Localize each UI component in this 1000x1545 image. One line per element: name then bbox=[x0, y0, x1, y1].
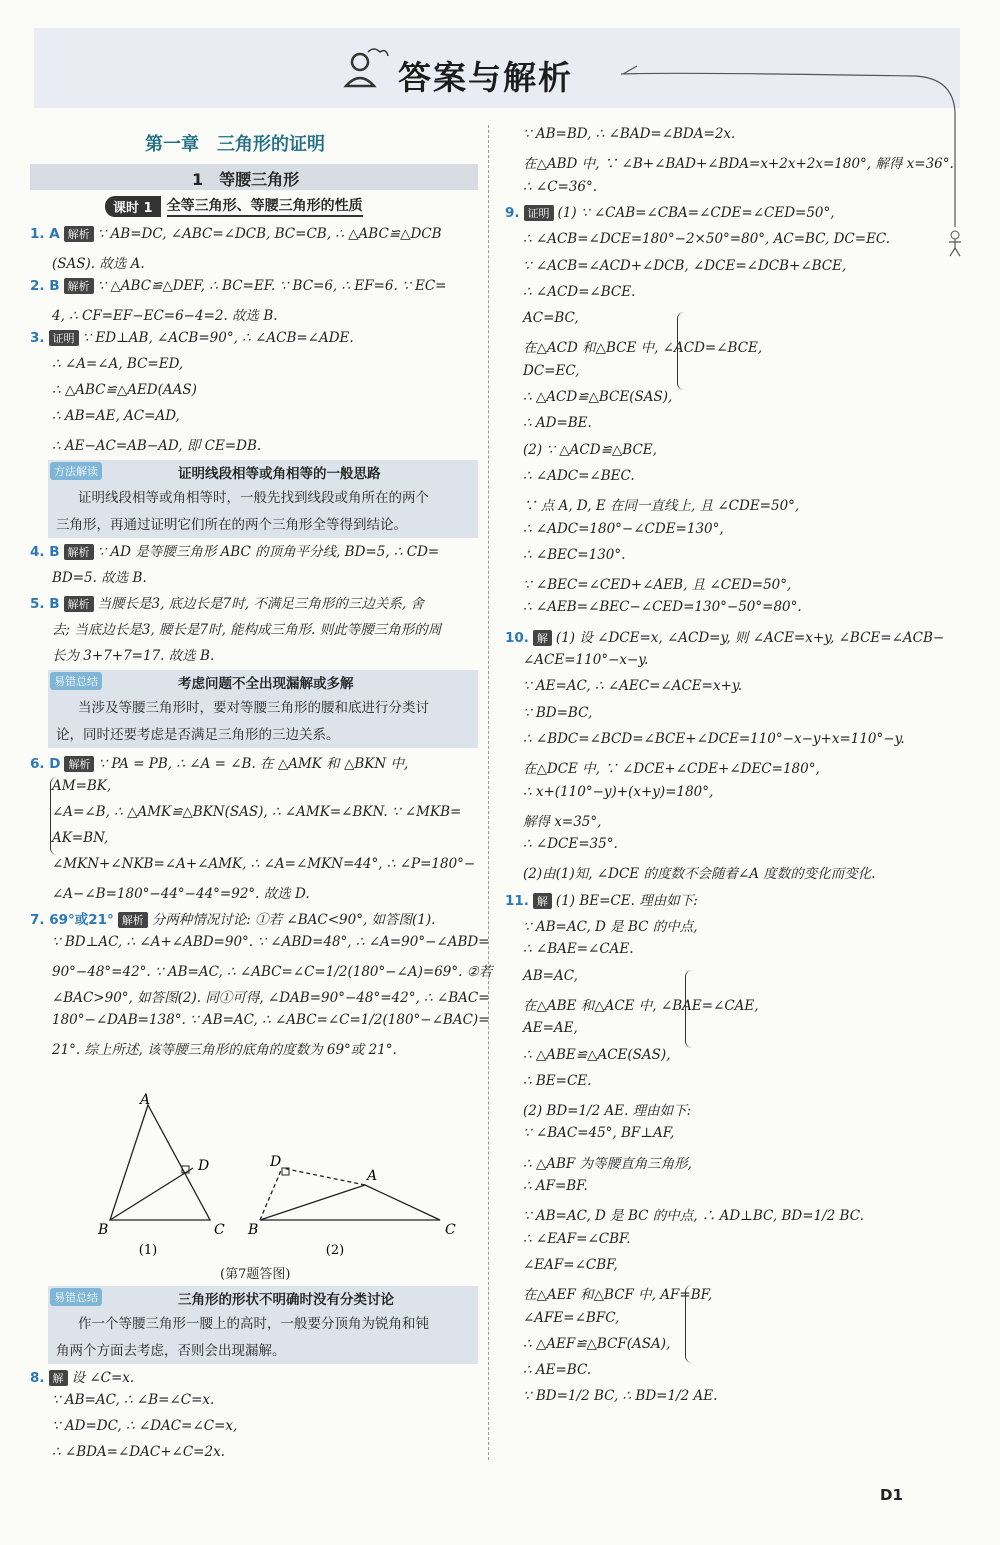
answer-text: ∠MKN+∠NKB=∠A+∠AMK, ∴ ∠A=∠MKN=44°, ∴ ∠P=180°− bbox=[52, 856, 476, 872]
page-title: 答案与解析 bbox=[398, 58, 573, 97]
answer-badge: 解析 bbox=[64, 278, 94, 294]
tip-label: 易错总结 bbox=[50, 672, 102, 690]
answer-text: ∴ ∠A=∠A, BC=ED, bbox=[52, 356, 184, 372]
answer-line bbox=[523, 941, 634, 957]
tip-label: 方法解读 bbox=[50, 462, 102, 480]
answer-line bbox=[523, 784, 713, 800]
answer-line bbox=[52, 960, 492, 980]
answer-text: (SAS). 故选 A. bbox=[52, 256, 145, 272]
answer-text: ∴ ∠EAF=∠CBF. bbox=[523, 1230, 631, 1247]
extension-ad bbox=[282, 1168, 365, 1185]
answer-text: ∴ △ACD≌△BCE(SAS), bbox=[523, 389, 673, 405]
answer-text: ∴ ∠ADC=180°−∠CDE=130°, bbox=[523, 520, 724, 537]
answer-text: 设 ∠C=x. bbox=[71, 1370, 135, 1386]
answer-text: (2)由(1)知, ∠DCE 的度数不会随着∠A 度数的变化而变化. bbox=[523, 866, 876, 883]
answer-line bbox=[523, 994, 759, 1014]
answer-line bbox=[505, 205, 835, 221]
answer-text: AE=AE, bbox=[523, 1020, 578, 1037]
figure-caption: (第7题答图) bbox=[220, 1267, 291, 1282]
tip-line: 当涉及等腰三角形时，要对等腰三角形的腰和底进行分类讨 bbox=[78, 700, 429, 716]
answer-text: BD=5. 故选 B. bbox=[52, 570, 147, 586]
answer-text: ∴ ∠C=36°. bbox=[523, 178, 598, 195]
answer-text: ∵ 点 A, D, E 在同一直线上, 且 ∠CDE=50°, bbox=[523, 498, 800, 515]
answer-text: (2) ∵ △ACD≌△BCE, bbox=[523, 441, 657, 458]
answer-line bbox=[523, 231, 890, 247]
answer-line bbox=[523, 336, 762, 356]
answer-line bbox=[523, 678, 742, 694]
answer-line bbox=[523, 284, 635, 300]
tip-line: 证明线段相等或角相等时，一般先找到线段或角所在的两个 bbox=[78, 490, 429, 506]
lesson-title: 全等三角形、等腰三角形的性质 bbox=[167, 195, 363, 217]
answer-text: 在△AEF 和△BCF 中, AF=BF, bbox=[523, 1287, 713, 1304]
answer-line bbox=[523, 599, 802, 615]
answer-line bbox=[523, 1020, 578, 1036]
answer-text: 在△ACD 和△BCE 中, ∠ACD=∠BCE, bbox=[523, 340, 763, 357]
answer-line bbox=[30, 752, 408, 772]
page-number: D1 bbox=[880, 1486, 903, 1504]
answer-line bbox=[523, 521, 724, 537]
answer-text: AB=AC, bbox=[523, 967, 578, 984]
answer-text: ∴ AD=BE. bbox=[523, 415, 592, 432]
answer-text: ∴ ∠ACD=∠BCE. bbox=[523, 283, 636, 300]
answer-text: DC=EC, bbox=[523, 362, 580, 379]
tip-line: 三角形，再通过证明它们所在的两个三角形全等得到结论。 bbox=[56, 517, 407, 533]
subfigure-label-1: (1) bbox=[138, 1243, 158, 1258]
answer-line bbox=[523, 1152, 692, 1172]
question-number: 4. B bbox=[30, 544, 60, 560]
answer-line bbox=[30, 540, 439, 560]
answer-line bbox=[52, 1418, 237, 1434]
answer-text: ∠AFE=∠BFC, bbox=[523, 1309, 620, 1326]
answer-line bbox=[523, 152, 954, 172]
answer-badge: 解析 bbox=[64, 226, 94, 242]
answer-line bbox=[52, 252, 145, 272]
answer-text: ∠BAC>90°, 如答图(2). 同①可得, ∠DAB=90°−48°=42°, ∴ ∠BAC= bbox=[52, 990, 490, 1006]
answer-text: ∵ AD 是等腰三角形 ABC 的顶角平分线, BD=5, ∴ CD= bbox=[97, 544, 440, 560]
answer-text: 90°−48°=42°. ∵ AB=AC, ∴ ∠ABC=∠C=1/2(180°−∠A)=69°. ②若 bbox=[52, 964, 493, 980]
answer-line bbox=[523, 1204, 864, 1224]
answer-text: ∴ ∠BDC=∠BCD=∠BCE+∠DCE=110°−x−y+x=110°−y. bbox=[523, 730, 905, 747]
answer-text: 长为 3+7+7=17. 故选 B. bbox=[52, 648, 215, 664]
answer-line bbox=[523, 652, 648, 668]
answer-text: ∵ ∠ACB=∠ACD+∠DCB, ∠DCE=∠DCB+∠BCE, bbox=[523, 257, 847, 274]
answer-line bbox=[523, 1099, 691, 1119]
answer-text: ∴ ∠BDA=∠DAC+∠C=2x. bbox=[52, 1444, 225, 1460]
answer-text: AM=BK, bbox=[52, 778, 112, 794]
tip-box bbox=[48, 670, 478, 748]
question-number: 8. bbox=[30, 1370, 45, 1386]
answer-text: ∴ ∠AEB=∠BEC−∠CED=130°−50°=80°. bbox=[523, 599, 802, 616]
answer-text: ∵ PA = PB, ∴ ∠A = ∠B. 在 △AMK 和 △BKN 中, bbox=[98, 756, 409, 772]
answer-line bbox=[523, 705, 592, 721]
answer-text: ∠ACE=110°−x−y. bbox=[523, 652, 649, 668]
answer-line bbox=[523, 442, 657, 458]
answer-line bbox=[30, 1366, 134, 1386]
tip-title: 考虑问题不全出现漏解或多解 bbox=[178, 676, 354, 692]
answer-line bbox=[30, 330, 354, 346]
answer-text: ∴ ∠ADC=∠BEC. bbox=[523, 467, 635, 484]
answer-text: 在△ABD 中, ∵ ∠B+∠BAD+∠BDA=x+2x+2x=180°, 解得 x=36°. bbox=[523, 156, 954, 173]
point-label: A bbox=[140, 1092, 151, 1108]
point-label: B bbox=[248, 1222, 259, 1238]
answer-line bbox=[505, 889, 698, 909]
answer-line bbox=[52, 1392, 214, 1408]
equation-brace bbox=[50, 777, 57, 855]
answer-text: 分两种情况讨论: ①若 ∠BAC<90°, 如答图(1). bbox=[151, 912, 436, 928]
answer-text: ∵ ED⊥AB, ∠ACB=90°, ∴ ∠ACB=∠ADE. bbox=[82, 330, 354, 346]
answer-badge: 解析 bbox=[64, 596, 94, 612]
tip-line: 论，同时还要考虑是否满足三角形的三边关系。 bbox=[56, 727, 340, 743]
answer-line bbox=[52, 1038, 397, 1058]
answer-badge: 解析 bbox=[64, 756, 94, 772]
answer-line bbox=[52, 986, 490, 1006]
answer-text: 去; 当底边长是3, 腰长是7时, 能构成三角形. 则此等腰三角形的周 bbox=[52, 622, 442, 638]
equation-brace bbox=[677, 312, 684, 390]
answer-line bbox=[523, 1125, 674, 1141]
answer-line bbox=[523, 862, 876, 882]
answer-text: ∠EAF=∠CBF, bbox=[523, 1256, 618, 1273]
answer-badge: 解 bbox=[49, 1370, 68, 1386]
answer-line bbox=[52, 382, 197, 398]
answer-text: ∴ ∠ACB=∠DCE=180°−2×50°=80°, AC=BC, DC=EC. bbox=[523, 231, 891, 248]
answer-badge: 解 bbox=[533, 893, 552, 909]
answer-line bbox=[523, 1388, 717, 1404]
answer-text: 4, ∴ CF=EF−EC=6−4=2. 故选 B. bbox=[52, 308, 278, 324]
answer-line bbox=[52, 304, 278, 324]
answer-line bbox=[52, 356, 183, 372]
answer-line bbox=[523, 547, 625, 563]
answer-text: ∴ AE−AC=AB−AD, 即 CE=DB. bbox=[52, 438, 262, 454]
subfigure-label-2: (2) bbox=[325, 1243, 345, 1258]
answer-line bbox=[523, 494, 799, 514]
answer-line bbox=[523, 1336, 670, 1352]
lesson-tag: 课时 1 bbox=[105, 196, 161, 217]
logo-icon bbox=[340, 44, 392, 94]
answer-line bbox=[523, 836, 618, 852]
triangle-1 bbox=[110, 1105, 210, 1220]
answer-text: 解得 x=35°, bbox=[523, 813, 602, 830]
question-number: 2. B bbox=[30, 278, 60, 294]
tip-box bbox=[48, 1286, 478, 1364]
answer-line bbox=[523, 468, 635, 484]
answer-line bbox=[523, 573, 791, 593]
question-number: 1. A bbox=[30, 226, 60, 242]
answer-line bbox=[52, 882, 310, 902]
answer-line bbox=[523, 1231, 631, 1247]
answer-text: ∵ AE=AC, ∴ ∠AEC=∠ACE=x+y. bbox=[523, 678, 743, 695]
question-number: 5. B bbox=[30, 596, 60, 612]
answer-badge: 证明 bbox=[524, 205, 554, 221]
answer-line bbox=[523, 1178, 588, 1194]
answer-line bbox=[523, 389, 672, 405]
answer-line bbox=[30, 226, 442, 242]
answer-line bbox=[52, 830, 108, 846]
answer-line bbox=[30, 278, 446, 294]
question-number: 9. bbox=[505, 204, 520, 221]
answer-line bbox=[30, 908, 435, 928]
answer-line bbox=[52, 804, 461, 820]
answer-text: ∵ BD=BC, bbox=[523, 704, 593, 721]
answer-text: ∴ ∠DCE=35°. bbox=[523, 836, 618, 853]
altitude-bd-1 bbox=[110, 1168, 193, 1220]
answer-line bbox=[523, 310, 579, 326]
section-title: 1 等腰三角形 bbox=[192, 170, 300, 189]
answer-text: AC=BC, bbox=[523, 310, 579, 327]
question-number: 7. 69°或21° bbox=[30, 912, 114, 928]
answer-text: ∵ BD=1/2 BC, ∴ BD=1/2 AE. bbox=[523, 1388, 718, 1405]
answer-text: ∴ AF=BF. bbox=[523, 1178, 588, 1194]
answer-line bbox=[523, 968, 578, 984]
answer-text: ∵ AB=DC, ∠ABC=∠DCB, BC=CB, ∴ △ABC≌△DCB bbox=[97, 226, 442, 242]
answer-text: ∵ AB=AC, ∴ ∠B=∠C=x. bbox=[52, 1392, 215, 1408]
answer-text: ∴ BE=CE. bbox=[523, 1072, 592, 1089]
answer-text: ∴ △ABF 为等腰直角三角形, bbox=[523, 1155, 692, 1172]
equation-brace bbox=[685, 1285, 692, 1363]
answer-line bbox=[523, 179, 597, 195]
answer-line bbox=[523, 258, 846, 274]
answer-text: ∠A−∠B=180°−44°−44°=92°. 故选 D. bbox=[52, 886, 310, 902]
answer-line bbox=[505, 626, 944, 646]
answer-text: (1) 设 ∠DCE=x, ∠ACD=y, 则 ∠ACE=x+y, ∠BCE=∠ACB− bbox=[555, 629, 945, 646]
triangle-figure bbox=[90, 1090, 456, 1260]
point-label: D bbox=[198, 1158, 210, 1174]
answer-badge: 解 bbox=[533, 630, 552, 646]
tip-title: 证明线段相等或角相等的一般思路 bbox=[178, 466, 381, 482]
question-number: 11. bbox=[505, 892, 529, 909]
answer-line bbox=[52, 856, 475, 872]
answer-text: ∴ △ABC≌△AED(AAS) bbox=[52, 382, 197, 398]
answer-text: ∴ AE=BC. bbox=[523, 1362, 592, 1379]
answer-line bbox=[52, 618, 441, 638]
answer-line bbox=[52, 566, 147, 586]
answer-line bbox=[523, 731, 905, 747]
answer-text: (1) ∵ ∠CAB=∠CBA=∠CDE=∠CED=50°, bbox=[557, 204, 835, 221]
answer-badge: 解析 bbox=[118, 912, 148, 928]
answer-text: ∴ x+(110°−y)+(x+y)=180°, bbox=[523, 783, 714, 800]
answer-text: ∵ AD=DC, ∴ ∠DAC=∠C=x, bbox=[52, 1418, 238, 1434]
answer-text: ∵ AB=AC, D 是 BC 的中点, bbox=[523, 919, 698, 935]
equation-brace bbox=[685, 970, 692, 1048]
answer-line bbox=[52, 408, 180, 424]
answer-line bbox=[52, 1012, 490, 1028]
tip-label: 易错总结 bbox=[50, 1288, 102, 1306]
point-label: A bbox=[367, 1168, 378, 1184]
answer-line bbox=[523, 1362, 591, 1378]
answer-text: ∵ ∠BAC=45°, BF⊥AF, bbox=[523, 1125, 675, 1142]
answer-text: (1) BE=CE. 理由如下: bbox=[555, 892, 698, 909]
answer-line bbox=[52, 1444, 225, 1460]
question-number: 10. bbox=[505, 629, 529, 646]
lesson-heading bbox=[105, 195, 363, 217]
tip-title: 三角形的形状不明确时没有分类讨论 bbox=[178, 1292, 394, 1308]
answer-badge: 证明 bbox=[49, 330, 79, 346]
answer-line bbox=[523, 810, 601, 830]
point-label: C bbox=[445, 1222, 456, 1238]
answer-text: 在△DCE 中, ∵ ∠DCE+∠CDE+∠DEC=180°, bbox=[523, 761, 820, 778]
answer-text: 180°−∠DAB=138°. ∵ AB=AC, ∴ ∠ABC=∠C=1/2(180°−∠BAC)= bbox=[52, 1012, 490, 1028]
answer-line bbox=[52, 934, 490, 950]
question-number: 6. D bbox=[30, 756, 61, 772]
answer-line bbox=[523, 915, 698, 935]
answer-text: 当腰长是3, 底边长是7时, 不满足三角形的三边关系, 舍 bbox=[97, 596, 424, 612]
answer-line bbox=[523, 363, 579, 379]
answer-text: ∴ △AEF≌△BCF(ASA), bbox=[523, 1335, 671, 1352]
answer-badge: 解析 bbox=[64, 544, 94, 560]
answer-line bbox=[523, 1310, 619, 1326]
answer-text: (2) BD=1/2 AE. 理由如下: bbox=[523, 1103, 692, 1120]
chapter-title: 第一章 三角形的证明 bbox=[145, 134, 325, 155]
answer-line bbox=[523, 1283, 712, 1303]
column-divider bbox=[488, 125, 489, 1460]
answer-line bbox=[523, 415, 592, 431]
answer-line bbox=[30, 592, 424, 612]
answer-line bbox=[523, 1073, 591, 1089]
answer-line bbox=[523, 126, 735, 142]
triangle-2 bbox=[260, 1185, 440, 1220]
point-label: C bbox=[214, 1222, 225, 1238]
answer-text: ∵ ∠BEC=∠CED+∠AEB, 且 ∠CED=50°, bbox=[523, 577, 792, 594]
answer-text: ∴ △ABE≌△ACE(SAS), bbox=[523, 1046, 671, 1063]
answer-text: ∵ BD⊥AC, ∴ ∠A+∠ABD=90°. ∵ ∠ABD=48°, ∴ ∠A=90°−∠ABD= bbox=[52, 934, 490, 950]
answer-line bbox=[52, 644, 214, 664]
tip-box bbox=[48, 460, 478, 538]
point-label: D bbox=[270, 1154, 282, 1170]
point-label: B bbox=[98, 1222, 109, 1238]
question-number: 3. bbox=[30, 330, 45, 346]
altitude-bd-2 bbox=[260, 1168, 282, 1220]
answer-text: ∵ AB=AC, D 是 BC 的中点, ∴ AD⊥BC, BD=1/2 BC. bbox=[523, 1208, 864, 1225]
answer-text: ∴ ∠BAE=∠CAE. bbox=[523, 941, 634, 958]
answer-line bbox=[523, 757, 820, 777]
answer-text: ∴ ∠BEC=130°. bbox=[523, 546, 626, 563]
answer-text: 在△ABE 和△ACE 中, ∠BAE=∠CAE, bbox=[523, 997, 759, 1014]
answer-text: AK=BN, bbox=[52, 830, 109, 846]
answer-line bbox=[52, 778, 111, 794]
answer-text: ∴ AB=AE, AC=AD, bbox=[52, 408, 180, 424]
answer-text: ∠A=∠B, ∴ △AMK≌△BKN(SAS), ∴ ∠AMK=∠BKN. ∵ ∠MKB= bbox=[52, 804, 462, 820]
answer-line bbox=[52, 434, 261, 454]
answer-text: ∵ AB=BD, ∴ ∠BAD=∠BDA=2x. bbox=[523, 126, 736, 142]
answer-line bbox=[523, 1257, 618, 1273]
tip-line: 作一个等腰三角形一腰上的高时，一般要分顶角为锐角和钝 bbox=[78, 1316, 429, 1332]
tip-line: 角两个方面去考虑，否则会出现漏解。 bbox=[56, 1343, 286, 1359]
answer-text: ∵ △ABC≌△DEF, ∴ BC=EF. ∵ BC=6, ∴ EF=6. ∵ EC= bbox=[97, 278, 447, 294]
answer-text: 21°. 综上所述, 该等腰三角形的底角的度数为 69°或 21°. bbox=[52, 1042, 397, 1058]
answer-line bbox=[523, 1047, 671, 1063]
